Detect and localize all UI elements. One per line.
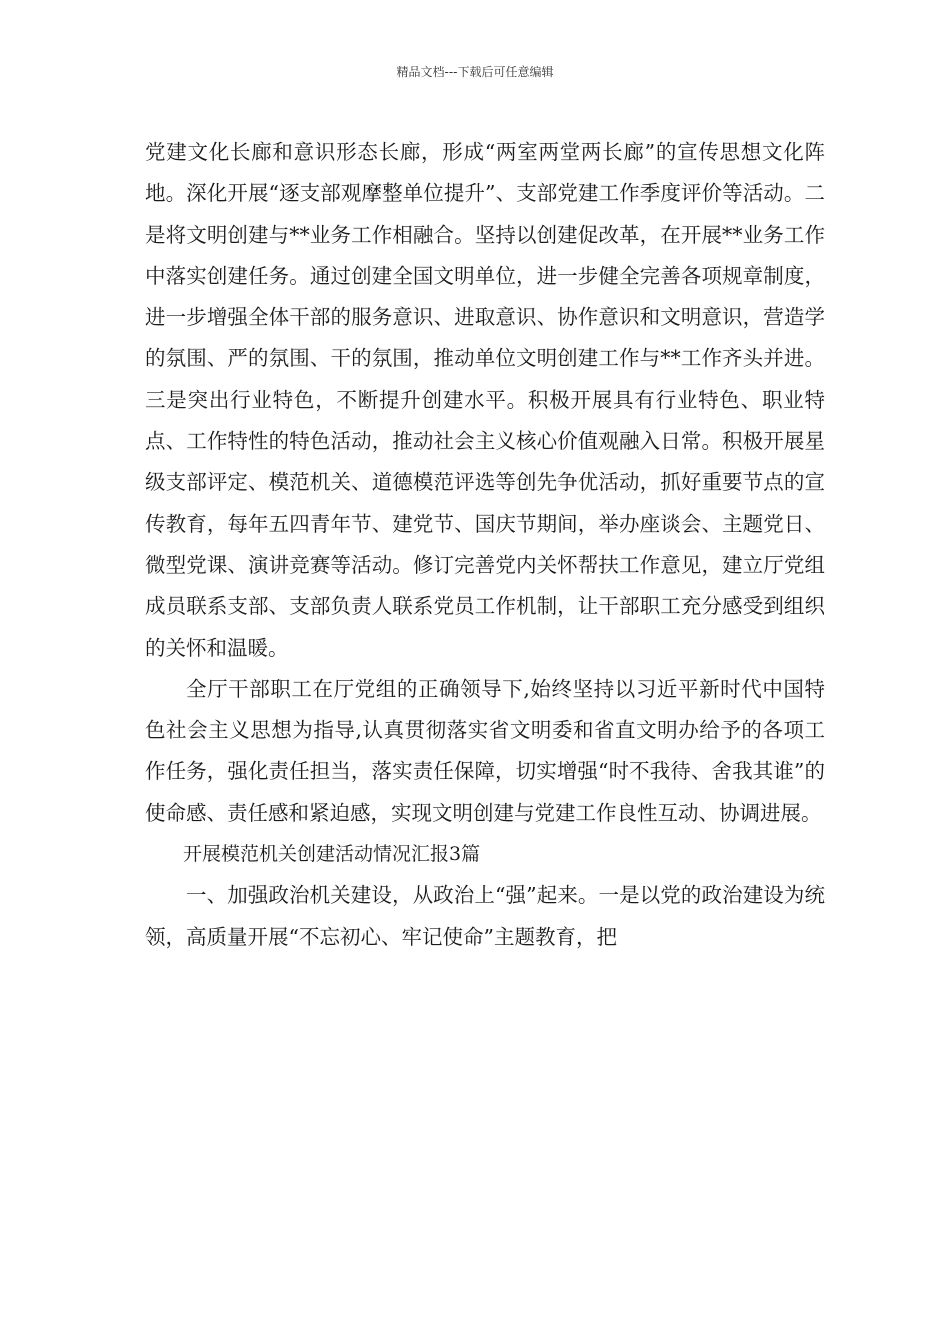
document-body bbox=[145, 132, 825, 958]
paragraph-4: 一、加强政治机关建设，从政治上“强”起来。一是以党的政治建设为统领，高质量开展“不忘初心、牢记使命”主题教育，把 bbox=[145, 883, 825, 949]
paragraph-1: 党建文化长廊和意识形态长廊，形成“两室两堂两长廊”的宣传思想文化阵地。深化开展“逐支部观摩整单位提升”、支部党建工作季度评价等活动。二是将文明创建与**业务工作相融合。坚持以创建促改革，在开展**业务工作中落实创建任务。通过创建全国文明单位，进一步健全完善各项规章制度，进一步增强全体干部的服务意识、进取意识、协作意识和文明意识，营造学的氛围、严的氛围、干的氛围，推动单位文明创建工作与**工作齐头并进。三是突出行业特色，不断提升创建水平。积极开展具有行业特色、职业特点、工作特性的特色活动，推动社会主义核心价值观融入日常。积极开展星级支部评定、模范机关、道德模范评选等创先争优活动，抓好重要节点的宣传教育，每年五四青年节、建党节、国庆节期间，举办座谈会、主题党日、微型党课、演讲竞赛等活动。修订完善党内关怀帮扶工作意见，建立厅党组成员联系支部、支部负责人联系党员工作机制，让干部职工充分感受到组织的关怀和温暖。 bbox=[145, 140, 825, 660]
page-header: 精品文档---下载后可任意编辑 bbox=[396, 65, 554, 79]
section-title: 开展模范机关创建活动情况汇报3篇 bbox=[183, 843, 481, 866]
paragraph-2: 全厅干部职工在厅党组的正确领导下,始终坚持以习近平新时代中国特色社会主义思想为指导,认真贯彻落实省文明委和省直文明办给予的各项工作任务，强化责任担当，落实责任保障，切实增强“时不我待、舍我其谁”的使命感、责任感和紧迫感，实现文明创建与党建工作良性互动、协调进展。 bbox=[145, 676, 825, 825]
